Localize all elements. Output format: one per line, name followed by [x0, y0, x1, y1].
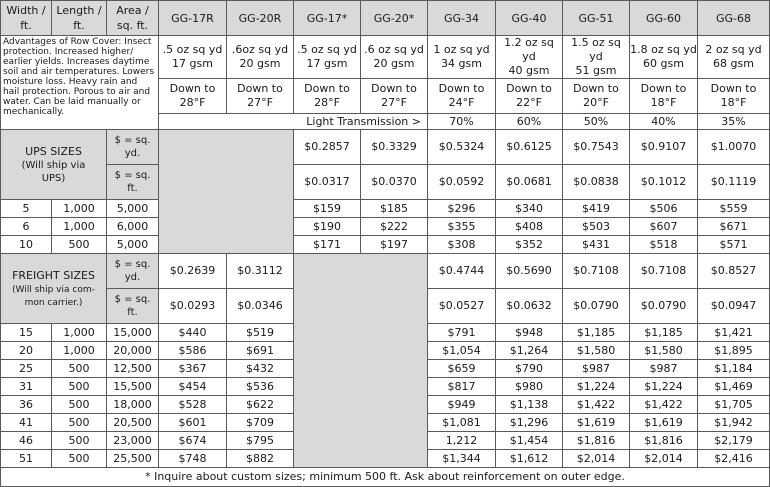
temp-cell — [294, 79, 361, 114]
price-cell: $1,619 — [563, 414, 630, 432]
price-cell: $296 — [428, 200, 496, 218]
light-cell: 40% — [630, 114, 698, 130]
weight-gsm: 40 gsm — [508, 64, 550, 77]
width-cell: 15 — [1, 324, 52, 342]
price-cell: $308 — [428, 236, 496, 254]
price-cell: $1,138 — [496, 396, 563, 414]
price-cell: $519 — [227, 324, 294, 342]
temp-value: 22°F — [516, 96, 542, 109]
price-cell: $1,185 — [630, 324, 698, 342]
area-cell: 15,000 — [107, 324, 159, 342]
price-cell: $1,816 — [630, 432, 698, 450]
temp-cell — [428, 79, 496, 114]
price-cell: $1,054 — [428, 342, 496, 360]
area-cell: 12,500 — [107, 360, 159, 378]
area-cell: 20,500 — [107, 414, 159, 432]
freight-price-per-yd-row — [1, 254, 770, 289]
price-cell: $795 — [227, 432, 294, 450]
temp-value: 27°F — [381, 96, 407, 109]
price-cell: $586 — [159, 342, 227, 360]
temp-value: 28°F — [179, 96, 206, 109]
length-cell: 1,000 — [52, 218, 107, 236]
temp-cell — [227, 79, 294, 114]
price-cell: $528 — [159, 396, 227, 414]
length-cell: 500 — [52, 378, 107, 396]
price-cell: $1,612 — [496, 450, 563, 468]
col-header-area: Area / sq. ft. — [107, 1, 159, 36]
weight-oz: .5 oz sq yd — [162, 43, 223, 56]
price-cell: $0.0527 — [428, 289, 496, 324]
freight-title-sub1: (Will ship via com- — [12, 284, 95, 295]
price-cell: $949 — [428, 396, 496, 414]
price-cell: $1,422 — [630, 396, 698, 414]
advantages-text: Advantages of Row Cover: Insect protection. Increased higher/ earlier yields. Increases daytime soil and air temperatures. Lowers moisture loss. Heavy rain and hail protection. Porous to air and water. Can be laid manually or mechanically. — [1, 36, 159, 130]
price-cell: $0.1119 — [698, 165, 770, 200]
price-cell: $601 — [159, 414, 227, 432]
col-header-gg-60: GG-60 — [630, 1, 698, 36]
temp-label: Down to — [438, 82, 485, 95]
freight-title-sub2: mon carrier.) — [24, 297, 83, 308]
weight-oz: 1.5 oz sq yd — [571, 36, 621, 63]
price-cell: $367 — [159, 360, 227, 378]
price-cell: $190 — [294, 218, 361, 236]
price-cell: $0.8527 — [698, 254, 770, 289]
price-cell: $607 — [630, 218, 698, 236]
price-cell: $431 — [563, 236, 630, 254]
table-row — [1, 218, 770, 236]
width-cell: 20 — [1, 342, 52, 360]
light-cell: 35% — [698, 114, 770, 130]
light-transmission-label: Light Transmission > — [159, 114, 428, 130]
footnote: * Inquire about custom sizes; minimum 500 ft. Ask about reinforcement on outer edge. — [1, 468, 770, 487]
temp-value: 18°F — [720, 96, 747, 109]
price-cell: $1,224 — [630, 378, 698, 396]
light-cell: 70% — [428, 114, 496, 130]
ups-sizes-title — [1, 130, 107, 200]
weight-gsm: 20 gsm — [239, 57, 281, 70]
temp-label: Down to — [237, 82, 283, 95]
ups-title-sub1: (Will ship via — [21, 159, 86, 171]
temp-value: 20°F — [583, 96, 609, 109]
price-cell: $0.5324 — [428, 130, 496, 165]
width-cell: 51 — [1, 450, 52, 468]
temp-value: 18°F — [650, 96, 677, 109]
price-cell: $171 — [294, 236, 361, 254]
col-header-gg-51: GG-51 — [563, 1, 630, 36]
weight-cell — [294, 36, 361, 79]
freight-unavailable-block-gg-star — [294, 254, 428, 468]
unit-label-text: ft. — [127, 307, 138, 318]
table-row — [1, 200, 770, 218]
price-cell: $454 — [159, 378, 227, 396]
area-cell: 23,000 — [107, 432, 159, 450]
area-cell: 6,000 — [107, 218, 159, 236]
light-cell: 60% — [496, 114, 563, 130]
price-cell: $659 — [428, 360, 496, 378]
price-cell: $0.0790 — [630, 289, 698, 324]
unit-label-text: ft. — [127, 183, 138, 194]
temp-label: Down to — [710, 82, 757, 95]
price-cell: $1,942 — [698, 414, 770, 432]
price-cell: 1,212 — [428, 432, 496, 450]
unit-label-text: $ = sq. — [114, 294, 151, 305]
light-cell: 50% — [563, 114, 630, 130]
footnote-row — [1, 468, 770, 487]
price-cell: $1,264 — [496, 342, 563, 360]
length-cell: 1,000 — [52, 200, 107, 218]
temp-label: Down to — [371, 82, 417, 95]
price-cell: $1.0070 — [698, 130, 770, 165]
price-cell: $506 — [630, 200, 698, 218]
weight-cell — [698, 36, 770, 79]
area-cell: 25,500 — [107, 450, 159, 468]
price-cell: $432 — [227, 360, 294, 378]
ups-unavailable-block-gg-r — [159, 130, 294, 254]
length-cell: 500 — [52, 414, 107, 432]
price-cell: $790 — [496, 360, 563, 378]
price-cell: $1,580 — [563, 342, 630, 360]
temp-value: 28°F — [314, 96, 340, 109]
price-cell: $1,816 — [563, 432, 630, 450]
width-cell: 36 — [1, 396, 52, 414]
price-cell: $1,454 — [496, 432, 563, 450]
unit-label-text: yd. — [124, 148, 141, 159]
price-cell: $1,421 — [698, 324, 770, 342]
col-header-gg-17r: GG-17R — [159, 1, 227, 36]
price-cell: $159 — [294, 200, 361, 218]
price-cell: $0.3112 — [227, 254, 294, 289]
width-cell: 41 — [1, 414, 52, 432]
weight-oz: .5 oz sq yd — [297, 43, 357, 56]
price-cell: $0.5690 — [496, 254, 563, 289]
width-cell: 25 — [1, 360, 52, 378]
price-cell: $674 — [159, 432, 227, 450]
price-cell: $0.2857 — [294, 130, 361, 165]
ups-price-per-ft-row — [1, 165, 770, 200]
price-cell: $1,705 — [698, 396, 770, 414]
weight-row — [1, 36, 770, 79]
price-cell: $2,416 — [698, 450, 770, 468]
length-cell: 500 — [52, 360, 107, 378]
length-cell: 500 — [52, 396, 107, 414]
price-cell: $0.2639 — [159, 254, 227, 289]
area-cell: 15,500 — [107, 378, 159, 396]
width-cell: 31 — [1, 378, 52, 396]
price-cell: $0.0370 — [361, 165, 428, 200]
unit-label-yd — [107, 254, 159, 289]
temp-value: 24°F — [448, 96, 475, 109]
price-cell: $987 — [630, 360, 698, 378]
col-header-width: Width / ft. — [1, 1, 52, 36]
price-cell: $352 — [496, 236, 563, 254]
price-cell: $408 — [496, 218, 563, 236]
price-cell: $0.7108 — [563, 254, 630, 289]
weight-cell — [361, 36, 428, 79]
length-cell: 500 — [52, 236, 107, 254]
price-cell: $419 — [563, 200, 630, 218]
temp-cell — [698, 79, 770, 114]
temp-cell — [496, 79, 563, 114]
price-cell: $882 — [227, 450, 294, 468]
weight-oz: 2 oz sq yd — [705, 43, 762, 56]
weight-cell — [159, 36, 227, 79]
weight-cell — [428, 36, 496, 79]
price-cell: $1,184 — [698, 360, 770, 378]
price-cell: $0.0592 — [428, 165, 496, 200]
width-cell: 5 — [1, 200, 52, 218]
price-cell: $748 — [159, 450, 227, 468]
price-cell: $0.0346 — [227, 289, 294, 324]
weight-cell — [227, 36, 294, 79]
price-cell: $2,014 — [563, 450, 630, 468]
col-header-length: Length / ft. — [52, 1, 107, 36]
weight-gsm: 17 gsm — [172, 57, 213, 70]
price-cell: $0.1012 — [630, 165, 698, 200]
price-cell: $0.0317 — [294, 165, 361, 200]
price-cell: $791 — [428, 324, 496, 342]
price-cell: $0.7108 — [630, 254, 698, 289]
freight-sizes-title — [1, 254, 107, 324]
col-header-gg-17: GG-17* — [294, 1, 361, 36]
unit-label-ft — [107, 289, 159, 324]
weight-gsm: 34 gsm — [441, 57, 482, 70]
price-cell: $0.3329 — [361, 130, 428, 165]
area-cell: 5,000 — [107, 200, 159, 218]
length-cell: 1,000 — [52, 342, 107, 360]
price-cell: $1,580 — [630, 342, 698, 360]
weight-gsm: 17 gsm — [306, 57, 348, 70]
weight-cell — [630, 36, 698, 79]
price-cell: $0.7543 — [563, 130, 630, 165]
ups-title-main: UPS SIZES — [25, 144, 82, 158]
unit-label-text: $ = sq. — [114, 259, 151, 270]
weight-oz: 1 oz sq yd — [433, 43, 490, 56]
temp-cell — [159, 79, 227, 114]
weight-gsm: 60 gsm — [643, 57, 684, 70]
price-cell: $0.0947 — [698, 289, 770, 324]
area-cell: 20,000 — [107, 342, 159, 360]
length-cell: 500 — [52, 432, 107, 450]
temp-label: Down to — [304, 82, 350, 95]
temp-label: Down to — [573, 82, 619, 95]
weight-oz: 1.8 oz sq yd — [630, 43, 697, 56]
price-cell: $1,422 — [563, 396, 630, 414]
price-cell: $355 — [428, 218, 496, 236]
price-cell: $518 — [630, 236, 698, 254]
price-cell: $1,895 — [698, 342, 770, 360]
weight-oz: .6oz sq yd — [231, 43, 289, 56]
weight-gsm: 20 gsm — [373, 57, 415, 70]
weight-gsm: 68 gsm — [713, 57, 754, 70]
col-header-gg-20: GG-20* — [361, 1, 428, 36]
weight-oz: 1.2 oz sq yd — [504, 36, 554, 63]
temp-label: Down to — [506, 82, 552, 95]
header-row — [1, 1, 770, 36]
area-cell: 18,000 — [107, 396, 159, 414]
temp-cell — [630, 79, 698, 114]
price-cell: $948 — [496, 324, 563, 342]
unit-label-text: $ = sq. — [114, 170, 151, 181]
price-cell: $1,619 — [630, 414, 698, 432]
weight-gsm: 51 gsm — [575, 64, 617, 77]
price-cell: $987 — [563, 360, 630, 378]
price-cell: $0.0293 — [159, 289, 227, 324]
price-cell: $1,081 — [428, 414, 496, 432]
price-cell: $197 — [361, 236, 428, 254]
length-cell: 500 — [52, 450, 107, 468]
width-cell: 10 — [1, 236, 52, 254]
width-cell: 46 — [1, 432, 52, 450]
width-cell: 6 — [1, 218, 52, 236]
unit-label-text: yd. — [124, 272, 141, 283]
price-cell: $2,179 — [698, 432, 770, 450]
price-cell: $503 — [563, 218, 630, 236]
price-cell: $185 — [361, 200, 428, 218]
col-header-gg-20r: GG-20R — [227, 1, 294, 36]
price-cell: $1,344 — [428, 450, 496, 468]
price-cell: $817 — [428, 378, 496, 396]
col-header-gg-40: GG-40 — [496, 1, 563, 36]
price-cell: $571 — [698, 236, 770, 254]
ups-price-per-yd-row — [1, 130, 770, 165]
table-row — [1, 236, 770, 254]
price-cell: $340 — [496, 200, 563, 218]
price-cell: $222 — [361, 218, 428, 236]
price-cell: $0.0632 — [496, 289, 563, 324]
length-cell: 1,000 — [52, 324, 107, 342]
price-cell: $1,224 — [563, 378, 630, 396]
price-cell: $0.6125 — [496, 130, 563, 165]
price-cell: $2,014 — [630, 450, 698, 468]
price-cell: $622 — [227, 396, 294, 414]
area-cell: 5,000 — [107, 236, 159, 254]
unit-label-text: $ = sq. — [114, 135, 151, 146]
weight-oz: .6 oz sq yd — [364, 43, 424, 56]
ups-title-sub2: UPS) — [41, 172, 66, 184]
price-cell: $0.4744 — [428, 254, 496, 289]
price-cell: $1,296 — [496, 414, 563, 432]
price-cell: $440 — [159, 324, 227, 342]
unit-label-yd — [107, 130, 159, 165]
price-cell: $709 — [227, 414, 294, 432]
temp-label: Down to — [169, 82, 216, 95]
price-cell: $671 — [698, 218, 770, 236]
temp-cell — [361, 79, 428, 114]
weight-cell — [563, 36, 630, 79]
temp-label: Down to — [640, 82, 687, 95]
price-cell: $1,185 — [563, 324, 630, 342]
temp-cell — [563, 79, 630, 114]
price-cell: $0.0790 — [563, 289, 630, 324]
price-cell: $0.9107 — [630, 130, 698, 165]
col-header-gg-34: GG-34 — [428, 1, 496, 36]
col-header-gg-68: GG-68 — [698, 1, 770, 36]
price-cell: $980 — [496, 378, 563, 396]
price-cell: $0.0681 — [496, 165, 563, 200]
price-cell: $1,469 — [698, 378, 770, 396]
freight-title-main: FREIGHT SIZES — [12, 268, 95, 282]
unit-label-ft — [107, 165, 159, 200]
price-cell: $0.0838 — [563, 165, 630, 200]
weight-cell — [496, 36, 563, 79]
price-cell: $691 — [227, 342, 294, 360]
price-cell: $536 — [227, 378, 294, 396]
price-cell: $559 — [698, 200, 770, 218]
temp-value: 27°F — [247, 96, 273, 109]
